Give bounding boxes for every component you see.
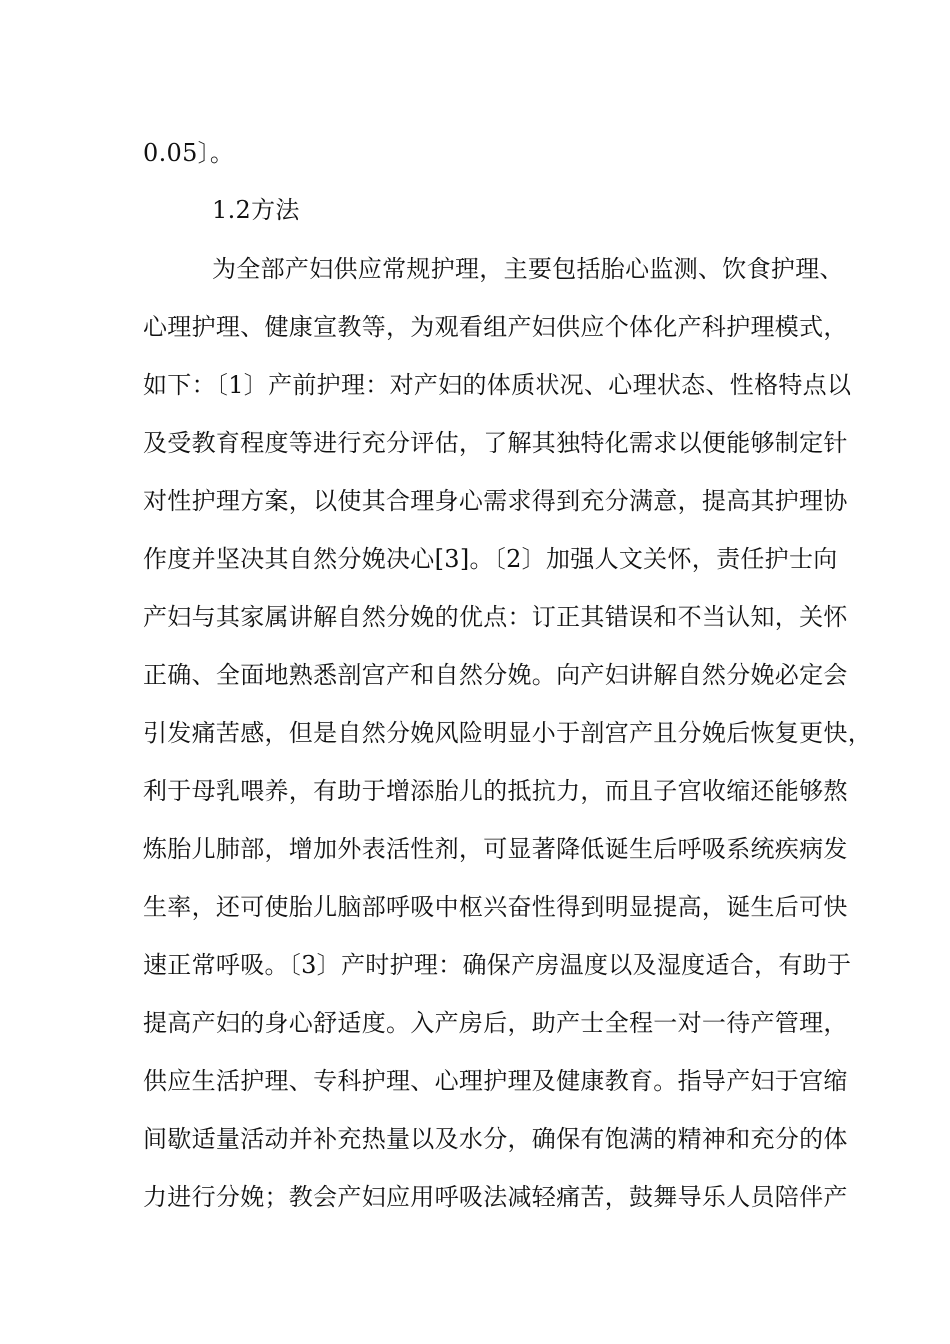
text-line: 为全部产妇供应常规护理，主要包括胎心监测、饮食护理、 xyxy=(212,255,844,283)
section-heading: 1.2方法 xyxy=(212,196,300,224)
text-line: 正确、全面地熟悉剖宫产和自然分娩。向产妇讲解自然分娩必定会 xyxy=(143,661,848,689)
text-line: 利于母乳喂养，有助于增添胎儿的抵抗力，而且子宫收缩还能够熬 xyxy=(143,777,848,805)
text-line: 对性护理方案，以使其合理身心需求得到充分满意，提高其护理协 xyxy=(143,487,848,515)
text-line: 间歇适量活动并补充热量以及水分，确保有饱满的精神和充分的体 xyxy=(143,1125,848,1153)
text-line: 引发痛苦感，但是自然分娩风险明显小于剖宫产且分娩后恢复更快， xyxy=(143,719,872,747)
text-line: 如下：〔1〕产前护理：对产妇的体质状况、心理状态、性格特点以 xyxy=(143,371,852,399)
text-line: 0.05〕。 xyxy=(143,139,235,167)
text-line: 产妇与其家属讲解自然分娩的优点：订正其错误和不当认知，关怀 xyxy=(143,603,848,631)
text-line: 供应生活护理、专科护理、心理护理及健康教育。指导产妇于宫缩 xyxy=(143,1067,848,1095)
text-line: 炼胎儿肺部，增加外表活性剂，可显著降低诞生后呼吸系统疾病发 xyxy=(143,835,848,863)
text-line: 及受教育程度等进行充分评估，了解其独特化需求以便能够制定针 xyxy=(143,429,848,457)
text-line: 心理护理、健康宣教等，为观看组产妇供应个体化产科护理模式， xyxy=(143,313,848,341)
text-line: 速正常呼吸。〔3〕产时护理：确保产房温度以及湿度适合，有助于 xyxy=(143,951,852,979)
text-line: 力进行分娩；教会产妇应用呼吸法减轻痛苦，鼓舞导乐人员陪伴产 xyxy=(143,1183,848,1211)
text-line: 提高产妇的身心舒适度。入产房后，助产士全程一对一待产管理， xyxy=(143,1009,848,1037)
text-line: 生率，还可使胎儿脑部呼吸中枢兴奋性得到明显提高，诞生后可快 xyxy=(143,893,848,921)
text-line: 作度并坚决其自然分娩决心[3]。〔2〕加强人文关怀，责任护士向 xyxy=(143,545,838,573)
